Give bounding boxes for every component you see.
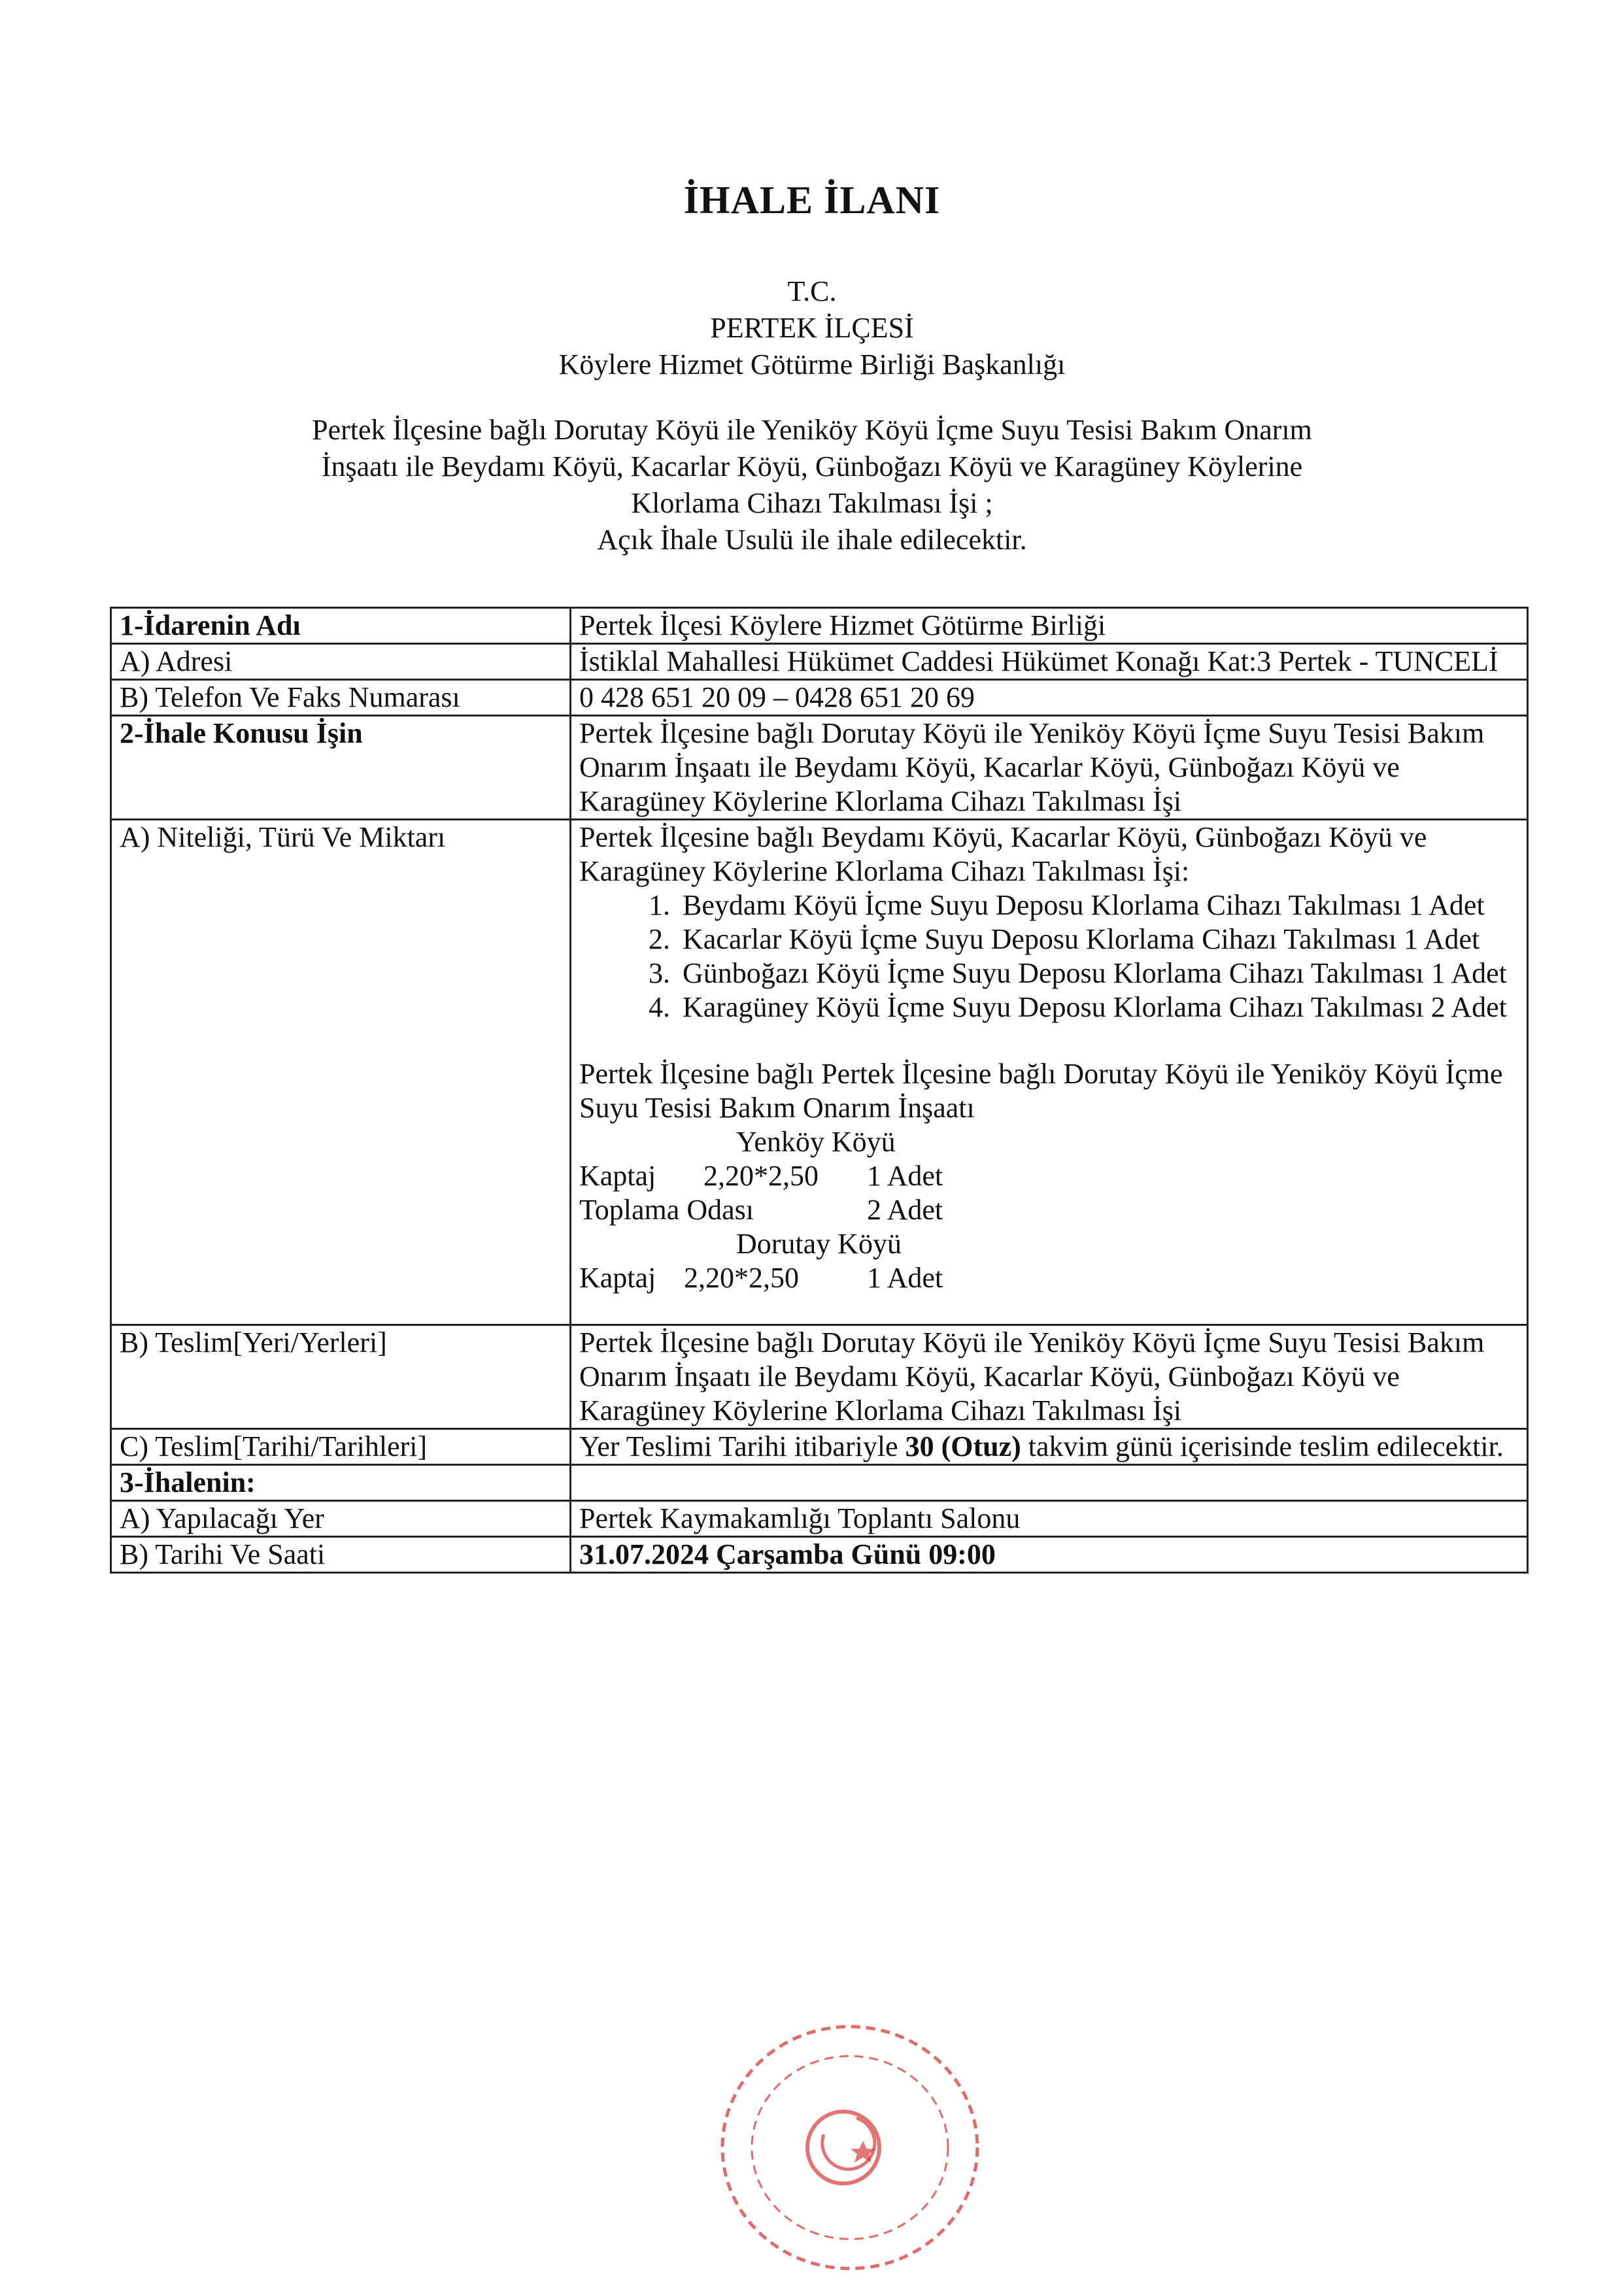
work-qty: 1 Adet: [867, 1160, 943, 1192]
row-value: [571, 820, 1528, 1325]
row-value: 0 428 651 20 09 – 0428 651 20 69: [571, 680, 1528, 716]
table-row: [111, 680, 1528, 716]
row-value: [571, 1465, 1528, 1501]
row-label: B) Tarihi Ve Saati: [111, 1537, 571, 1573]
work-name: Kaptaj: [579, 1262, 656, 1294]
work-name: Kaptaj: [579, 1160, 656, 1192]
work-qty: 2 Adet: [867, 1194, 943, 1226]
table-row: [111, 644, 1528, 680]
table-row: [111, 608, 1528, 644]
header-institution: Köylere Hizmet Götürme Birliği Başkanlığı: [558, 348, 1066, 380]
header-tc: T.C.: [787, 275, 837, 307]
work-qty: 1 Adet: [867, 1262, 943, 1294]
table-row: [111, 1325, 1528, 1429]
work-line: [579, 1159, 1519, 1193]
intro-paragraph: [196, 412, 1428, 558]
label-text: 2-İhale Konusu İşin: [120, 717, 363, 749]
table-row: [111, 716, 1528, 820]
list-item: 1. Beydamı Köyü İçme Suyu Deposu Klorlama Cihazı Takılması 1 Adet: [677, 888, 1519, 922]
item-list: [579, 888, 1519, 1024]
row-label: [111, 1465, 571, 1501]
document-title: İHALE İLANI: [683, 178, 941, 222]
label-text: 3-İhalenin:: [120, 1466, 256, 1498]
official-seal-stamp: [713, 2017, 987, 2278]
list-item: 3. Günboğazı Köyü İçme Suyu Deposu Klorlama Cihazı Takılması 1 Adet: [677, 956, 1519, 990]
intro-line: Açık İhale Usulü ile ihale edilecektir.: [597, 524, 1027, 556]
village-name: Yenköy Köyü: [736, 1126, 896, 1158]
table-row: [111, 820, 1528, 1325]
delivery-days-word: (Otuz): [941, 1430, 1021, 1462]
table-row: [111, 1429, 1528, 1465]
row-label: B) Teslim[Yeri/Yerleri]: [111, 1325, 571, 1429]
scope-intro: Pertek İlçesine bağlı Beydamı Köyü, Kacarlar Köyü, Günboğazı Köyü ve Karagüney Köylerine Klorlama Cihazı Takılması İşi:: [579, 821, 1427, 887]
list-item: 2. Kacarlar Köyü İçme Suyu Deposu Klorlama Cihazı Takılması 1 Adet: [677, 922, 1519, 956]
intro-line: Pertek İlçesine bağlı Dorutay Köyü ile Yeniköy Köyü İçme Suyu Tesisi Bakım Onarım: [312, 414, 1312, 446]
label-text: 1-İdarenin Adı: [120, 609, 301, 641]
intro-line: İnşaatı ile Beydamı Köyü, Kacarlar Köyü, Günboğazı Köyü ve Karagüney Köylerine: [321, 450, 1303, 482]
work-line: [579, 1193, 1519, 1227]
intro-line: Klorlama Cihazı Takılması İşi ;: [631, 487, 993, 519]
row-label: A) Niteliği, Türü Ve Miktarı: [111, 820, 571, 1325]
row-label: A) Yapılacağı Yer: [111, 1501, 571, 1537]
row-label: [111, 608, 571, 644]
village-name: Dorutay Köyü: [736, 1228, 902, 1260]
work-size: 2,20*2,50: [684, 1262, 799, 1294]
work-line: [579, 1261, 1519, 1295]
row-value: [571, 1429, 1528, 1465]
list-item: 4. Karagüney Köyü İçme Suyu Deposu Klorlama Cihazı Takılması 2 Adet: [677, 990, 1519, 1024]
row-label: B) Telefon Ve Faks Numarası: [111, 680, 571, 716]
row-value: Pertek İlçesine bağlı Dorutay Köyü ile Yeniköy Köyü İçme Suyu Tesisi Bakım Onarım İnşaatı ile Beydamı Köyü, Kacarlar Köyü, Günboğazı Köyü ve Karagüney Köylerine Klorlama Cihazı Takılması İşi: [571, 1325, 1528, 1429]
row-label: A) Adresi: [111, 644, 571, 680]
scope-paragraph-2: Pertek İlçesine bağlı Pertek İlçesine bağlı Dorutay Köyü ile Yeniköy Köyü İçme Suyu Tesisi Bakım Onarım İnşaatı: [579, 1058, 1503, 1124]
delivery-days: 30: [905, 1430, 934, 1462]
table-row: [111, 1465, 1528, 1501]
table-row: [111, 1537, 1528, 1573]
row-value: İstiklal Mahallesi Hükümet Caddesi Hükümet Konağı Kat:3 Pertek - TUNCELİ: [571, 644, 1528, 680]
row-value: [571, 1537, 1528, 1573]
row-label: C) Teslim[Tarihi/Tarihleri]: [111, 1429, 571, 1465]
delivery-text: takvim günü içerisinde teslim edilecektir.: [1021, 1430, 1504, 1462]
tender-details-table: [110, 607, 1529, 1574]
table-row: [111, 1501, 1528, 1537]
row-value: Pertek İlçesi Köylere Hizmet Götürme Birliği: [571, 608, 1528, 644]
row-value: Pertek İlçesine bağlı Dorutay Köyü ile Yeniköy Köyü İçme Suyu Tesisi Bakım Onarım İnşaatı ile Beydamı Köyü, Kacarlar Köyü, Günboğazı Köyü ve Karagüney Köylerine Klorlama Cihazı Takılması İşi: [571, 716, 1528, 820]
work-size: 2,20*2,50: [703, 1160, 819, 1192]
tender-datetime: 31.07.2024 Çarşamba Günü 09:00: [579, 1538, 996, 1570]
delivery-text: Yer Teslimi Tarihi itibariyle: [579, 1430, 905, 1462]
work-name: Toplama Odası: [579, 1194, 754, 1226]
row-label: [111, 716, 571, 820]
row-value: Pertek Kaymakamlığı Toplantı Salonu: [571, 1501, 1528, 1537]
header-district: PERTEK İLÇESİ: [710, 312, 914, 344]
